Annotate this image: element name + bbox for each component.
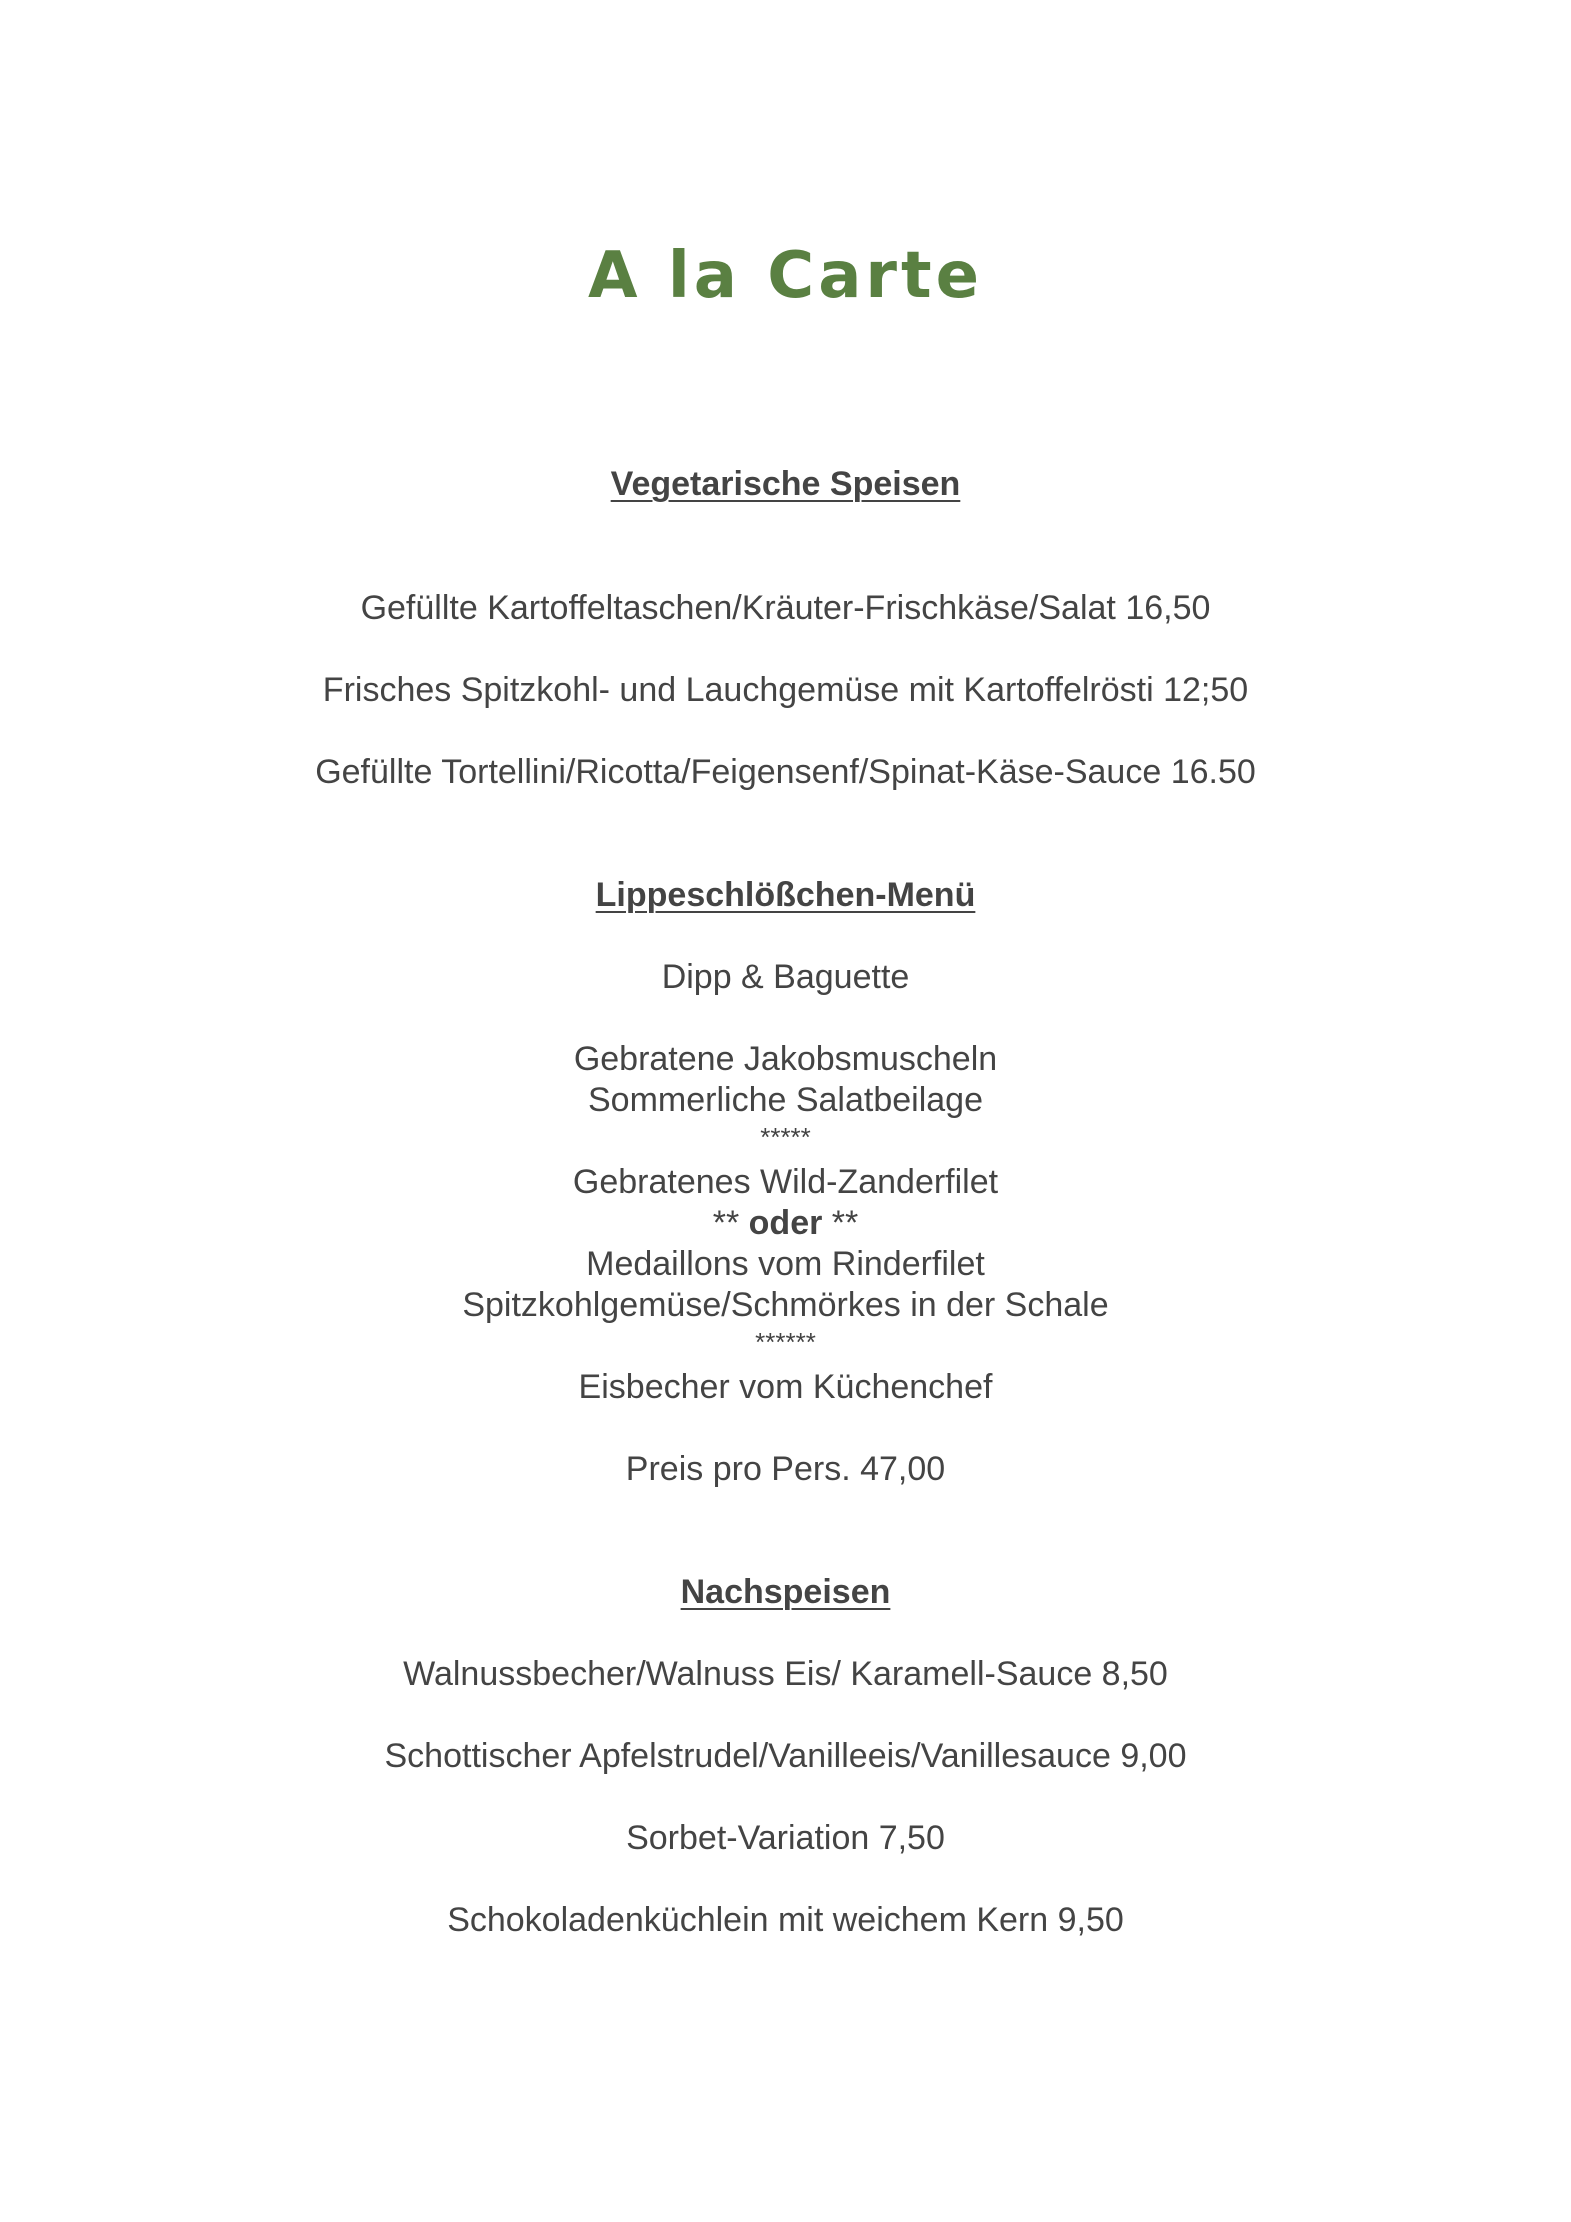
vegetarian-item: Frisches Spitzkohl- und Lauchgemüse mit Kartoffelrösti 12;50 bbox=[322, 671, 1249, 709]
menu-separator: ****** bbox=[755, 1327, 816, 1357]
menu-dessert: Eisbecher vom Küchenchef bbox=[578, 1368, 993, 1406]
or-prefix: ** bbox=[712, 1204, 749, 1242]
dessert-item: Schokoladenküchlein mit weichem Kern 9,50 bbox=[447, 1901, 1124, 1939]
menu-price: Preis pro Pers. 47,00 bbox=[625, 1450, 946, 1488]
page-title: A la Carte bbox=[588, 239, 983, 313]
menu-starter: Dipp & Baguette bbox=[661, 958, 910, 996]
menu-course-1-side: Sommerliche Salatbeilage bbox=[588, 1081, 983, 1119]
vegetarian-item: Gefüllte Tortellini/Ricotta/Feigensenf/Spinat-Käse-Sauce 16.50 bbox=[315, 753, 1256, 791]
or-suffix: ** bbox=[822, 1204, 859, 1242]
section-heading-desserts: Nachspeisen bbox=[680, 1573, 891, 1611]
menu-course-1: Gebratene Jakobsmuscheln bbox=[573, 1040, 998, 1078]
dessert-item: Walnussbecher/Walnuss Eis/ Karamell-Sauce 8,50 bbox=[403, 1655, 1168, 1693]
or-word: oder bbox=[748, 1204, 823, 1242]
vegetarian-item: Gefüllte Kartoffeltaschen/Kräuter-Frischkäse/Salat 16,50 bbox=[360, 589, 1211, 627]
dessert-item: Sorbet-Variation 7,50 bbox=[626, 1819, 945, 1857]
menu-main-option-2: Medaillons vom Rinderfilet bbox=[586, 1245, 985, 1283]
menu-main-option-1: Gebratenes Wild-Zanderfilet bbox=[572, 1163, 999, 1201]
section-heading-vegetarian: Vegetarische Speisen bbox=[610, 465, 961, 503]
menu-main-side: Spitzkohlgemüse/Schmörkes in der Schale bbox=[462, 1286, 1109, 1324]
section-heading-menu: Lippeschlößchen-Menü bbox=[595, 876, 976, 914]
menu-separator: ***** bbox=[760, 1122, 811, 1152]
menu-or-line bbox=[0, 1203, 1571, 1243]
dessert-item: Schottischer Apfelstrudel/Vanilleeis/Vanillesauce 9,00 bbox=[384, 1737, 1187, 1775]
